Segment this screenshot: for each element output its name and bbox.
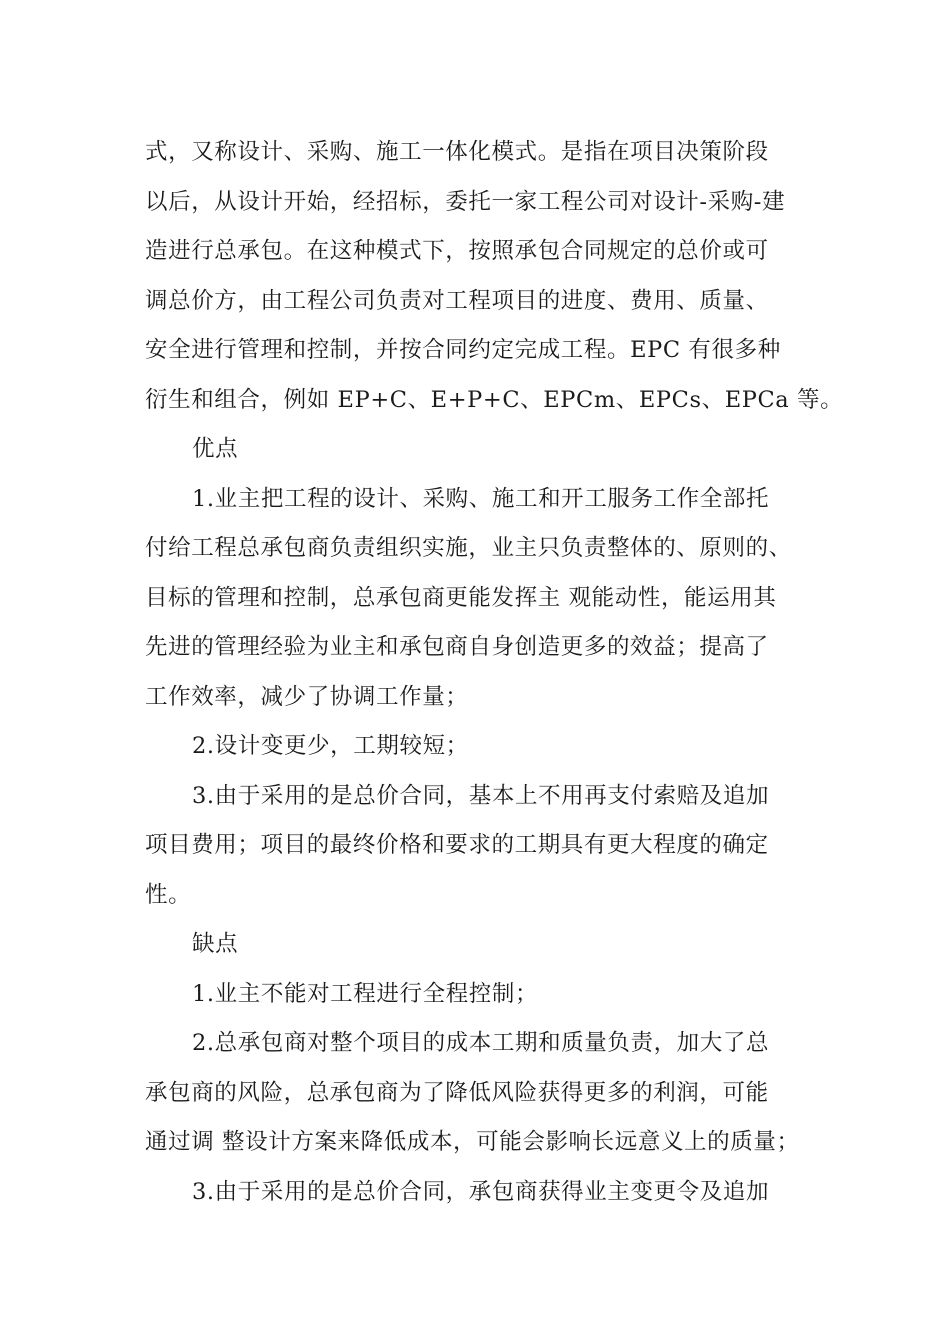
disadvantage-item-3 (145, 1168, 815, 1218)
text-line: 以后，从设计开始，经招标，委托一家工程公司对设计-采购-建 (145, 188, 786, 215)
text-line: 通过调 整设计方案来降低成本，可能会影响长远意义上的质量； (145, 1129, 800, 1155)
text-line: 目标的管理和控制，总承包商更能发挥主 观能动性，能运用其 (145, 584, 777, 611)
disadvantage-item-1 (145, 970, 815, 1020)
text-line: 衍生和组合，例如 EP+C、E+P+C、EPCm、EPCs、EPCa 等。 (145, 386, 844, 413)
text-line: 安全进行管理和控制，并按合同约定完成工程。EPC 有很多种 (145, 337, 781, 363)
text-line: 承包商的风险，总承包商为了降低风险获得更多的利润，可能 (145, 1079, 769, 1106)
text-line: 2.总承包商对整个项目的成本工期和质量负责，加大了总 (192, 1030, 770, 1056)
text-line: 3.由于采用的是总价合同，基本上不用再支付索赔及追加 (192, 782, 770, 809)
text-line: 性。 (145, 881, 192, 908)
text-line: 造进行总承包。在这种模式下，按照承包合同规定的总价或可 (145, 238, 769, 264)
text-line: 1.业主不能对工程进行全程控制； (192, 980, 539, 1007)
text-line: 调总价方，由工程公司负责对工程项目的进度、费用、质量、 (145, 287, 769, 314)
advantage-item-2 (145, 722, 815, 772)
text-line: 项目费用；项目的最终价格和要求的工期具有更大程度的确定 (145, 832, 769, 858)
text-line: 付给工程总承包商负责组织实施，业主只负责整体的、原则的、 (145, 535, 792, 561)
text-line: 先进的管理经验为业主和承包商自身创造更多的效益；提高了 (145, 634, 769, 660)
text-line: 2.设计变更少，工期较短； (192, 733, 469, 759)
text-line: 1.业主把工程的设计、采购、施工和开工服务工作全部托 (192, 485, 770, 512)
advantage-item-1 (145, 475, 815, 723)
text-line: 工作效率，减少了协调工作量； (145, 683, 469, 710)
advantages-heading: 优点 (192, 436, 239, 462)
intro-paragraph (145, 128, 844, 425)
document-body (145, 128, 844, 1217)
disadvantage-item-2 (145, 1019, 815, 1168)
text-line: 3.由于采用的是总价合同，承包商获得业主变更令及追加 (192, 1178, 770, 1205)
disadvantages-heading: 缺点 (192, 931, 239, 957)
text-line: 式，又称设计、采购、施工一体化模式。是指在项目决策阶段 (145, 139, 769, 165)
advantage-item-3 (145, 772, 815, 921)
